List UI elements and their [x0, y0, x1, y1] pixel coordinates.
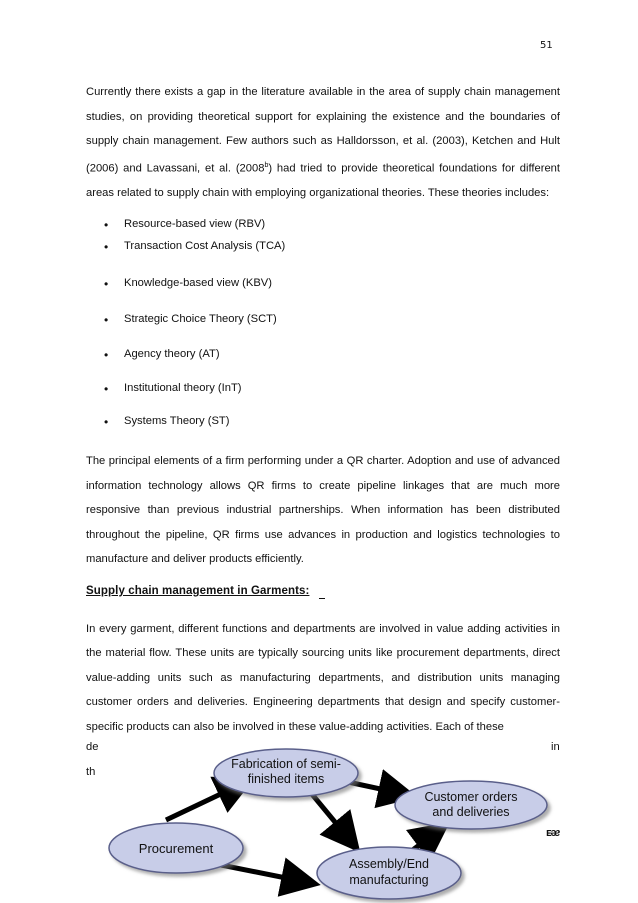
node-customer-label-2: and deliveries	[432, 805, 510, 819]
paragraph-garments-line6-start: de	[86, 741, 99, 753]
corner-mark: ᴇᴂ	[546, 827, 560, 839]
node-assembly-label-2: manufacturing	[349, 873, 429, 887]
heading-underline	[319, 598, 325, 599]
node-procurement	[109, 823, 243, 873]
list-item-text: Strategic Choice Theory (SCT)	[124, 313, 277, 325]
paragraph-qr: The principal elements of a firm performing under a QR charter. Adoption and use of advanced information technology allows QR firms to create pipeline linkages that are much more responsive than previous industrial partnerships. When information has been distributed throughout the pipeline, QR firms use advances in production and logistics technologies to manufacture and deliver products efficiently.	[86, 455, 560, 566]
bullet-icon: •	[104, 415, 109, 429]
supply-chain-diagram	[86, 745, 566, 903]
bullet-icon: •	[104, 277, 109, 291]
paragraph-intro	[86, 80, 560, 205]
node-procurement-label: Procurement	[138, 841, 214, 856]
arrow-fabrication-to-assembly	[311, 793, 354, 845]
list-item-text: Resource-based view (RBV)	[124, 218, 266, 230]
paragraph-intro-text-a: Currently there exists a gap in the literature available in the area of supply chain management studies, on providing theoretical support for explaining the existence and the boundaries of supply chain management. Few authors such as Halldorsson, et al. (2003), Ketchen and Hult (2006) and Lavassani, et al. (2008	[86, 86, 560, 175]
bullet-icon: •	[104, 348, 109, 362]
node-fabrication-label-2: finished items	[247, 772, 325, 786]
section-heading: Supply chain management in Garments:	[86, 585, 310, 597]
bullet-icon: •	[104, 382, 109, 396]
arrow-fabrication-to-customer	[348, 782, 408, 795]
paragraph-intro-text-b: ) had tried to provide theoretical foundations for different areas related to supply chain with employing organizational theories. These theories includes:	[86, 162, 560, 199]
paragraph-garments-line6-end: in	[551, 741, 560, 753]
paragraph-garments: In every garment, different functions and departments are involved in value adding activities in the material flow. These units are typically sourcing units like procurement departments, direct value-adding units such as manufacturing departments, and distribution units managing customer orders and deliveries. Engineering departments that design and specify customer-specific products can also be involved in these value-adding activities. Each of these	[86, 623, 560, 733]
list-item-text: Systems Theory (ST)	[124, 415, 230, 427]
bullet-icon: •	[104, 313, 109, 327]
bullet-icon: •	[104, 240, 109, 254]
page-number: 51	[540, 40, 553, 51]
list-item-text: Institutional theory (InT)	[124, 382, 242, 394]
node-customer	[395, 781, 547, 829]
node-fabrication	[214, 749, 358, 797]
node-assembly	[317, 847, 461, 899]
list-item-text: Agency theory (AT)	[124, 348, 220, 360]
paragraph-garments-line7-start: th	[86, 766, 96, 778]
bullet-icon: •	[104, 218, 109, 232]
list-item-text: Transaction Cost Analysis (TCA)	[124, 240, 286, 252]
node-fabrication-label-1: Fabrication of semi-	[231, 757, 341, 771]
node-assembly-label-1: Assembly/End	[349, 857, 429, 871]
superscript-b: b	[264, 161, 269, 169]
list-item-text: Knowledge-based view (KBV)	[124, 277, 272, 289]
node-customer-label-1: Customer orders	[424, 790, 518, 804]
